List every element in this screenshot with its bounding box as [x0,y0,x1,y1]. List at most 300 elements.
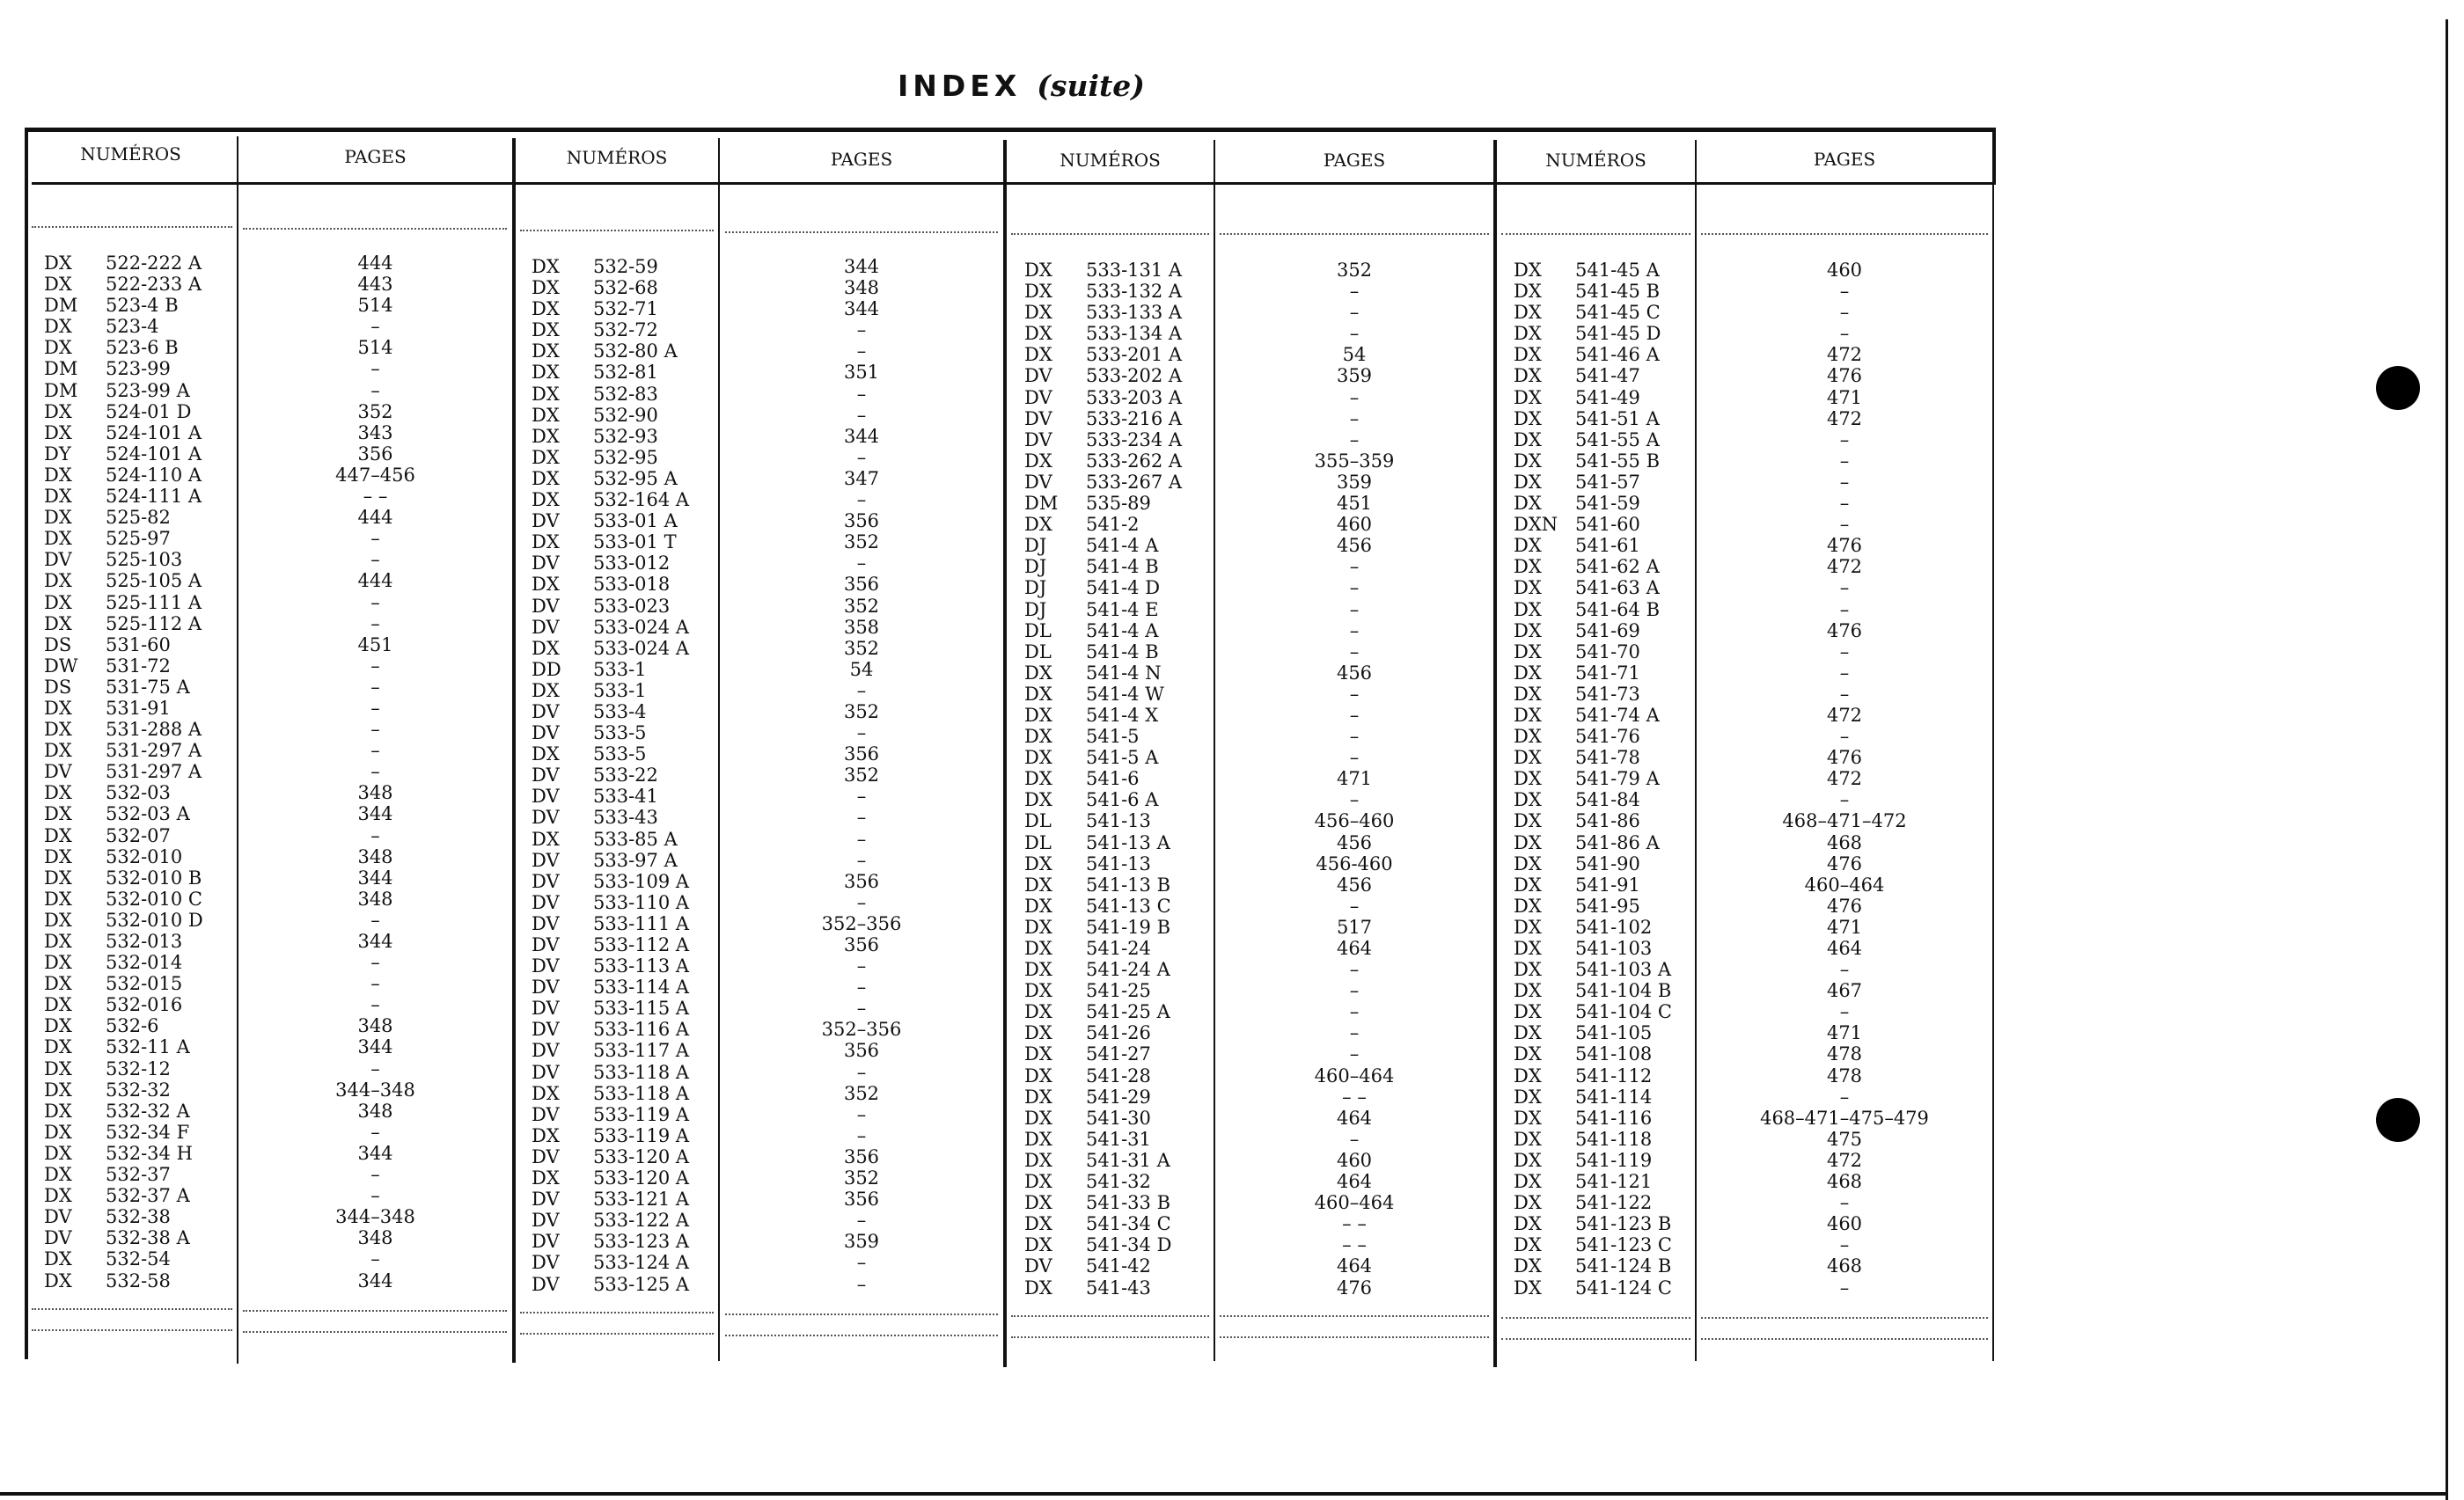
index-prefix: DX [1514,874,1542,896]
index-row [44,698,233,719]
index-prefix: DV [44,1227,72,1249]
index-pages: 356 [843,1040,880,1062]
col-line-4 [1003,140,1007,1367]
index-row [1024,429,1211,450]
index-prefix: DV [1024,365,1052,387]
index-row [532,1252,716,1273]
index-row [1024,1108,1211,1129]
index-pages: 517 [1336,916,1373,938]
index-prefix: DX [1514,1086,1542,1108]
index-pages: 447–456 [335,464,415,486]
header-pages-4: PAGES [1813,149,1876,170]
index-pages: 472 [1826,407,1863,429]
index-pages: 476 [1826,852,1863,874]
index-prefix: DX [1024,683,1052,705]
index-pages: – – [363,486,388,508]
index-number: 524-110 A [106,464,202,486]
index-prefix: DX [44,507,72,529]
dotted-rule [1011,1315,1209,1317]
index-number: 533-131 A [1086,260,1183,281]
index-pages: 352 [843,1082,880,1104]
index-prefix: DV [532,998,560,1020]
index-row [1514,599,1694,620]
index-row [1024,1001,1211,1022]
index-row [1514,472,1694,493]
index-row [44,1079,233,1101]
dotted-rule [725,231,998,233]
index-prefix: DX [1514,1107,1542,1129]
index-pages: – [370,740,380,762]
index-row [44,677,233,698]
index-number: 541-6 A [1086,789,1159,811]
index-prefix: DX [44,1100,72,1122]
index-pages: – [1349,704,1360,726]
index-number: 533-113 A [593,955,690,977]
index-prefix: DX [44,421,72,443]
index-prefix: DV [532,1019,560,1041]
index-number: 541-45 B [1575,281,1661,303]
index-number: 533-119 A [593,1124,690,1146]
index-row [1024,344,1211,365]
index-row [44,252,233,274]
index-number: 541-24 [1086,938,1151,959]
header-numeros-2: NUMÉROS [566,147,668,168]
index-prefix: DD [532,658,561,680]
index-number: 541-86 [1575,810,1640,832]
index-pages: 460 [1336,1149,1373,1171]
index-number: 533-4 [593,700,647,722]
index-prefix: DX [44,612,72,634]
index-prefix: DX [1514,1213,1542,1235]
index-row [1514,768,1694,789]
index-number: 531-288 A [106,719,202,741]
index-number: 541-59 [1575,493,1640,515]
index-prefix: DX [44,845,72,867]
index-prefix: DXN [1514,514,1558,536]
index-pages: – [1839,1192,1850,1214]
index-prefix: DX [532,277,560,299]
index-number: 541-124 B [1575,1255,1672,1277]
index-pages: – [370,761,380,783]
index-row [532,977,716,998]
punch-hole-top [2376,366,2420,410]
index-number: 533-012 [593,552,671,574]
index-prefix: DX [1024,302,1052,324]
index-row [44,1227,233,1248]
index-prefix: DX [1514,1149,1542,1171]
index-row [44,910,233,931]
index-row [532,743,716,765]
index-prefix: DV [1024,386,1052,408]
index-number: 533-111 A [593,912,690,934]
index-row [44,719,233,740]
index-number: 533-109 A [593,870,690,892]
index-prefix: DX [44,1142,72,1164]
index-pages: – [370,1185,380,1207]
index-pages: – [1839,493,1850,515]
index-number: 533-114 A [593,977,690,999]
dotted-rule [520,1312,714,1313]
index-pages: – [370,952,380,974]
index-number: 541-30 [1086,1107,1151,1129]
index-number: 541-31 A [1086,1149,1170,1171]
index-prefix: DV [532,912,560,934]
index-number: 533-134 A [1086,323,1183,345]
index-row [1024,959,1211,980]
index-prefix: DM [44,379,78,401]
index-row [1024,726,1211,747]
index-pages: – [1349,1128,1360,1150]
index-pages: – [856,679,867,701]
index-prefix: DX [44,464,72,486]
index-row [1024,747,1211,768]
index-prefix: DJ [1024,598,1047,620]
header-rule [32,182,1996,185]
dotted-rule [1701,1317,1988,1319]
index-prefix: DX [1024,1213,1052,1235]
index-pages: – [1349,428,1360,450]
index-pages: – [1839,640,1850,662]
index-pages: 443 [357,274,393,296]
index-number: 541-25 [1086,980,1151,1002]
index-pages: 356 [357,443,393,465]
index-prefix: DV [1024,428,1052,450]
dotted-rule [32,226,232,228]
index-row [1024,556,1211,577]
index-number: 532-81 [593,362,658,384]
index-row [532,722,716,743]
index-row [1024,1087,1211,1108]
index-row [1024,917,1211,938]
index-number: 541-45 A [1575,260,1660,281]
index-pages: – [856,319,867,341]
index-prefix: DX [1024,1001,1052,1023]
index-prefix: DY [44,443,71,465]
index-number: 541-13 C [1086,895,1171,917]
index-row [1514,577,1694,598]
index-pages: – [856,807,867,829]
index-pages: 348 [357,845,393,867]
index-prefix: DX [1514,260,1542,281]
index-pages: 456 [1336,662,1373,684]
index-pages: – [856,998,867,1020]
index-number: 541-108 [1575,1043,1653,1065]
index-number: 532-12 [106,1057,171,1079]
index-number: 532-010 C [106,888,203,910]
index-pages: 356 [843,870,880,892]
index-number: 541-121 [1575,1171,1653,1193]
header-pages-2: PAGES [830,149,893,170]
index-prefix: DV [532,1273,560,1295]
index-prefix: DX [532,404,560,426]
index-prefix: DX [1514,1234,1542,1256]
index-row [44,443,233,465]
index-prefix: DV [532,700,560,722]
index-row [44,655,233,677]
index-prefix: DX [1514,386,1542,408]
punch-hole-bottom [2376,1098,2420,1142]
index-number: 541-123 C [1575,1234,1673,1256]
index-number: 531-297 A [106,740,202,762]
index-prefix: DX [44,803,72,825]
index-number: 532-32 [106,1079,171,1101]
index-row [44,486,233,507]
index-number: 541-84 [1575,789,1640,811]
index-pages: – [856,849,867,871]
index-row [1514,1255,1694,1277]
index-prefix: DL [1024,810,1052,832]
index-number: 532-59 [593,256,658,277]
index-row [44,1036,233,1057]
index-number: 531-60 [106,633,171,655]
table-top-border [28,128,1996,132]
index-number: 541-4 X [1086,704,1159,726]
index-prefix: DV [532,616,560,638]
index-row [532,362,716,383]
index-row [44,931,233,952]
index-number: 524-101 A [106,443,202,465]
index-prefix: DX [44,528,72,550]
index-number: 532-010 B [106,867,202,889]
index-pages: – [370,316,380,338]
index-number: 541-78 [1575,747,1640,769]
index-prefix: DX [1514,556,1542,578]
index-prefix: DX [1024,1043,1052,1065]
index-prefix: DX [1024,1086,1052,1108]
index-row [44,1122,233,1143]
index-pages: 468–471–472 [1782,810,1907,832]
index-number: 524-01 D [106,400,192,422]
index-prefix: DV [532,552,560,574]
index-row [1514,641,1694,662]
index-prefix: DX [532,1124,560,1146]
index-pages: 460–464 [1804,874,1885,896]
index-row [532,1167,716,1189]
index-row [1024,472,1211,493]
index-prefix: DX [1514,1255,1542,1277]
index-row [1514,1108,1694,1129]
index-prefix: DX [44,994,72,1016]
index-pages: – [370,1248,380,1270]
index-number: 532-83 [593,383,658,405]
index-row [1024,1234,1211,1255]
index-pages: 352 [843,637,880,659]
index-number: 532-38 [106,1206,171,1228]
index-pages: – [1349,640,1360,662]
index-pages: 514 [357,337,393,359]
index-row [1514,980,1694,1001]
index-row [1514,705,1694,726]
index-number: 533-203 A [1086,386,1183,408]
index-prefix: DV [532,786,560,808]
index-prefix: DX [44,952,72,974]
index-row [44,380,233,401]
index-pages: – [1349,1001,1360,1023]
title-main: INDEX [898,69,1022,103]
index-prefix: DX [1514,619,1542,641]
index-row [44,1164,233,1185]
index-number: 541-55 A [1575,428,1660,450]
index-row [1514,344,1694,365]
index-prefix: DX [1024,789,1052,811]
index-row [532,829,716,850]
dotted-rule [1220,233,1489,235]
index-prefix: DX [44,1015,72,1037]
index-pages: 348 [357,1100,393,1122]
index-pages: 456-460 [1316,852,1393,874]
index-prefix: DV [532,765,560,787]
index-prefix: DX [1024,281,1052,303]
index-row [532,277,716,298]
index-row [1514,896,1694,917]
index-pages: – [1839,662,1850,684]
index-row [532,596,716,617]
index-row [532,1274,716,1295]
index-pages: – [1349,1022,1360,1044]
index-number: 541-28 [1086,1065,1151,1087]
index-prefix: DV [1024,471,1052,493]
index-pages: – [1839,450,1850,472]
index-number: 533-116 A [593,1019,690,1041]
index-pages: 356 [843,934,880,955]
pages-column-4 [1697,260,1992,1299]
index-pages: – [1839,683,1850,705]
index-number: 541-45 C [1575,302,1661,324]
index-row [44,401,233,422]
index-row [532,955,716,977]
index-row [1514,726,1694,747]
index-row [532,531,716,552]
index-row [1024,281,1211,302]
index-pages: 347 [843,467,880,489]
index-pages: 344 [357,867,393,889]
index-row [532,765,716,786]
dotted-rule [520,230,714,231]
index-pages: – [1839,577,1850,599]
dotted-rule [725,1335,998,1336]
index-prefix: DV [532,1103,560,1125]
index-pages: – [856,722,867,744]
index-prefix: DX [1514,789,1542,811]
index-number: 532-34 H [106,1142,193,1164]
index-row [1024,1129,1211,1150]
index-pages: – [1349,726,1360,748]
index-number: 532-93 [593,425,658,447]
pages-column-1 [238,252,512,1291]
index-number: 533-122 A [593,1210,690,1232]
index-prefix: DX [1024,768,1052,790]
index-row [44,740,233,761]
index-prefix: DM [1024,493,1059,515]
index-prefix: DX [1514,535,1542,557]
index-pages: – [370,824,380,846]
index-prefix: DX [44,1248,72,1270]
index-pages: 468 [1826,831,1863,853]
index-pages: – [856,489,867,511]
index-prefix: DX [1514,1128,1542,1150]
index-pages: 352 [1336,260,1373,281]
index-prefix: DV [44,761,72,783]
index-row [1024,853,1211,874]
index-prefix: DX [1024,959,1052,981]
index-row [532,998,716,1019]
index-row [532,934,716,955]
index-row [532,1083,716,1104]
index-row [44,465,233,486]
index-row [1024,323,1211,344]
index-row [44,613,233,634]
index-row [532,871,716,892]
index-pages: 356 [843,510,880,532]
index-row [44,570,233,591]
index-number: 533-118 A [593,1061,690,1083]
index-row [1514,1022,1694,1043]
index-pages: – [1839,789,1850,811]
index-prefix: DX [1024,874,1052,896]
index-pages: – [856,1103,867,1125]
index-prefix: DJ [1024,556,1047,578]
index-pages: 444 [357,507,393,529]
index-row [1514,1213,1694,1234]
index-row [532,1019,716,1040]
index-row [1514,302,1694,323]
index-number: 532-015 [106,973,183,995]
index-pages: – [856,1210,867,1232]
index-row [1514,1065,1694,1087]
header-numeros-1: NUMÉROS [80,143,181,165]
index-number: 541-42 [1086,1255,1151,1277]
index-number: 541-61 [1575,535,1640,557]
dotted-rule [1220,1336,1489,1338]
index-prefix: DM [44,358,78,380]
index-row [44,867,233,889]
dotted-rule [1220,1315,1489,1317]
index-row [44,973,233,994]
index-prefix: DV [44,549,72,571]
index-row [1024,1213,1211,1234]
index-prefix: DX [1514,1043,1542,1065]
index-pages: 460 [1336,514,1373,536]
index-number: 533-121 A [593,1189,690,1211]
index-prefix: DX [1514,323,1542,345]
index-prefix: DX [1024,450,1052,472]
index-number: 541-2 [1086,514,1140,536]
index-row [44,889,233,910]
index-prefix: DX [44,931,72,952]
index-number: 533-115 A [593,998,690,1020]
index-prefix: DX [44,1036,72,1058]
index-pages: – [1349,959,1360,981]
dotted-rule [243,1331,507,1333]
index-row [1024,938,1211,959]
index-row [1024,1171,1211,1192]
index-prefix: DX [1514,1022,1542,1044]
index-row [532,384,716,405]
index-row [1514,514,1694,535]
index-pages: 471 [1826,386,1863,408]
index-pages: 344 [357,1036,393,1058]
index-prefix: DX [1024,1277,1052,1299]
index-pages: 348 [357,888,393,910]
col-line-8 [1992,182,1994,1361]
index-pages: 472 [1826,556,1863,578]
index-row [1024,1022,1211,1043]
index-number: 533-018 [593,574,671,596]
index-number: 541-104 B [1575,980,1672,1002]
index-number: 541-4 A [1086,535,1159,557]
numeros-column-4 [1514,260,1694,1299]
index-pages: 359 [1336,365,1373,387]
